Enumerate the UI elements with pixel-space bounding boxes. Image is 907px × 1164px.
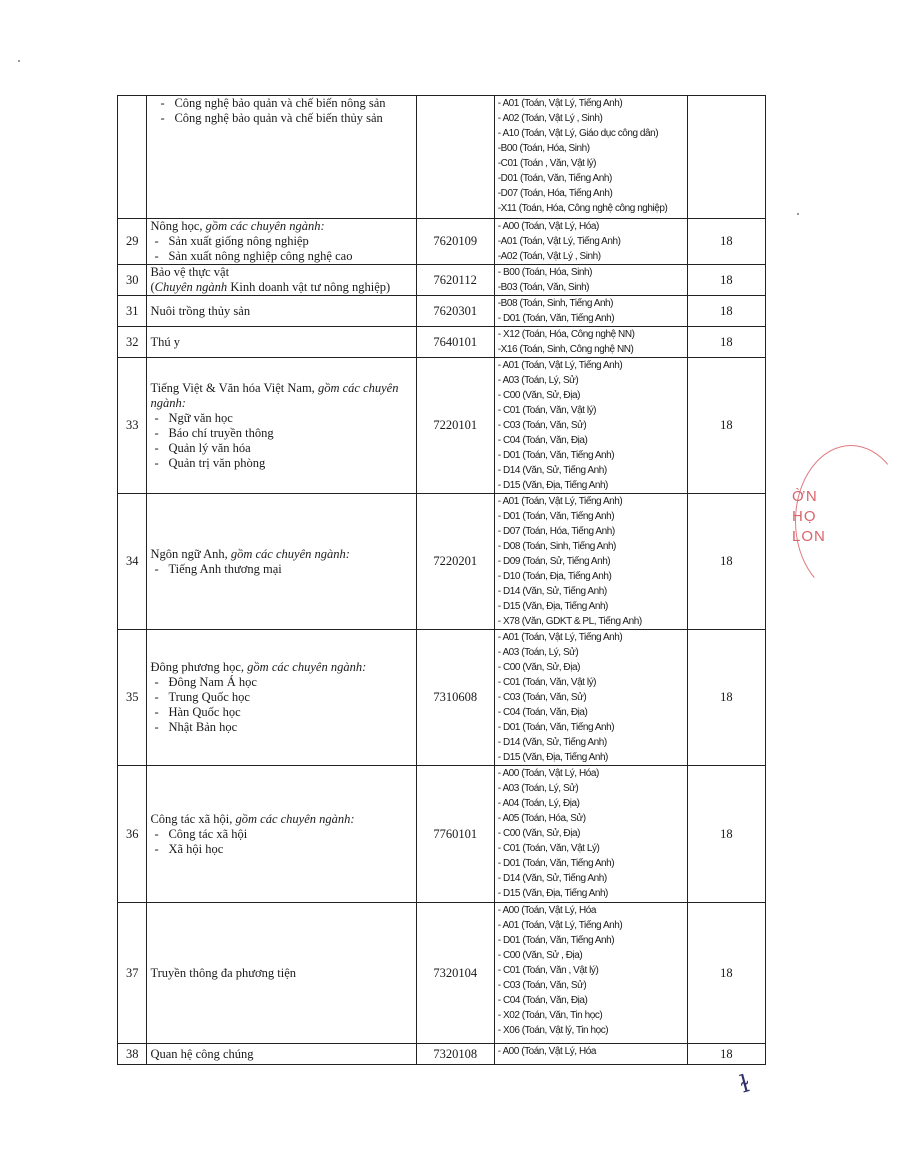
row-number: 36 xyxy=(118,766,147,903)
subject-combination: - A01 (Toán, Vật Lý, Tiếng Anh) xyxy=(497,496,623,507)
subject-combinations-cell xyxy=(494,219,687,265)
specialization-name: Quản trị văn phòng xyxy=(168,455,266,470)
subject-combination: - D01 (Toán, Văn, Tiếng Anh) xyxy=(497,935,615,946)
minimum-score: 18 xyxy=(687,766,765,903)
minimum-score: 18 xyxy=(687,296,765,327)
specialization-name: Quản lý văn hóa xyxy=(168,440,251,455)
subject-combination: - A03 (Toán, Lý, Sử) xyxy=(497,647,579,658)
program-code: 7220201 xyxy=(416,494,494,630)
row-number: 32 xyxy=(118,327,147,358)
subject-combination: - C03 (Toán, Văn, Sử) xyxy=(497,692,587,703)
program-name-cell xyxy=(147,494,416,630)
program-name: Nông học, xyxy=(150,219,206,233)
subject-combination: -B03 (Toán, Văn, Sinh) xyxy=(497,282,590,293)
subject-combination: - D14 (Văn, Sử, Tiếng Anh) xyxy=(497,737,607,748)
subject-combination: - A00 (Toán, Vật Lý, Hóa xyxy=(497,1046,596,1057)
specialization-item xyxy=(150,411,412,426)
program-name: Đông phương học, xyxy=(150,660,248,674)
table-row xyxy=(118,766,766,903)
table-row xyxy=(118,1044,766,1065)
program-name-line xyxy=(150,966,412,981)
specialization-item xyxy=(150,562,412,577)
program-code: 7620301 xyxy=(416,296,494,327)
bullet-dash: - xyxy=(154,249,159,263)
specialization-item xyxy=(150,720,412,735)
specialization-item xyxy=(150,705,412,720)
subject-combination: - A01 (Toán, Vật Lý, Tiếng Anh) xyxy=(497,920,623,931)
program-name: ( xyxy=(150,280,155,294)
subject-combination: - D15 (Văn, Địa, Tiếng Anh) xyxy=(497,888,608,899)
stamp-text-3: LON xyxy=(792,528,826,545)
program-name-line xyxy=(150,812,412,827)
subject-combination: - D09 (Toán, Sử, Tiếng Anh) xyxy=(497,556,611,567)
row-number: 33 xyxy=(118,358,147,494)
specialization-item xyxy=(150,111,412,126)
row-number: 34 xyxy=(118,494,147,630)
specialization-name: Hàn Quốc học xyxy=(168,705,241,719)
subject-combination: - D10 (Toán, Địa, Tiếng Anh) xyxy=(497,571,612,582)
bullet-dash: - xyxy=(154,841,159,856)
subject-combination: - A03 (Toán, Lý, Sử) xyxy=(497,375,579,386)
program-code: 7760101 xyxy=(416,766,494,903)
subject-combination: - A01 (Toán, Vật Lý, Tiếng Anh) xyxy=(497,632,623,643)
subject-combination: - D01 (Toán, Văn, Tiếng Anh) xyxy=(497,313,615,324)
specialization-name: Công tác xã hội xyxy=(168,826,248,841)
subject-combination: - D15 (Văn, Địa, Tiếng Anh) xyxy=(497,752,608,763)
subject-combination: - X78 (Văn, GDKT & PL, Tiếng Anh) xyxy=(497,616,642,627)
bullet-dash: - xyxy=(154,425,159,440)
subject-combination: - D01 (Toán, Văn, Tiếng Anh) xyxy=(497,722,615,733)
program-code xyxy=(416,96,494,219)
table-row xyxy=(118,494,766,630)
bullet-dash: - xyxy=(154,826,159,841)
subject-combination: -B08 (Toán, Sinh, Tiếng Anh) xyxy=(497,298,614,309)
specialization-item xyxy=(150,441,412,456)
program-name-line xyxy=(150,335,412,350)
program-name: Tiếng Việt & Văn hóa Việt Nam, xyxy=(150,380,318,395)
specialization-item xyxy=(150,690,412,705)
program-name: Nuôi trồng thủy sản xyxy=(150,303,251,318)
row-number: 31 xyxy=(118,296,147,327)
subject-combination: - A02 (Toán, Vật Lý , Sinh) xyxy=(497,113,603,124)
subject-combination: - D15 (Văn, Địa, Tiếng Anh) xyxy=(497,480,608,491)
minimum-score: 18 xyxy=(687,903,765,1044)
subject-combination: - A01 (Toán, Vật Lý, Tiếng Anh) xyxy=(497,360,623,371)
subject-combination: - C03 (Toán, Văn, Sử) xyxy=(497,420,587,431)
specialization-item xyxy=(150,456,412,471)
row-number: 30 xyxy=(118,265,147,296)
table-row xyxy=(118,296,766,327)
program-name-cell xyxy=(147,96,416,219)
program-name-cell xyxy=(147,219,416,265)
subject-combination: -D01 (Toán, Văn, Tiếng Anh) xyxy=(497,173,612,184)
subject-combination: - C03 (Toán, Văn, Sử) xyxy=(497,980,587,991)
row-number: 37 xyxy=(118,903,147,1044)
specialization-name: Sản xuất giống nông nghiệp xyxy=(168,234,309,248)
program-subtitle: gồm các chuyên ngành: xyxy=(235,811,355,826)
program-subtitle: Chuyên ngành xyxy=(154,280,228,294)
table-row xyxy=(118,96,766,219)
program-name-line xyxy=(150,304,412,319)
program-name-cell xyxy=(147,903,416,1044)
specialization-name: Xã hội học xyxy=(168,841,224,856)
specialization-item xyxy=(150,249,412,264)
table-row xyxy=(118,358,766,494)
subject-combination: -X16 (Toán, Sinh, Công nghệ NN) xyxy=(497,344,634,355)
program-subtitle: gồm các chuyên ngành: xyxy=(230,546,350,561)
program-name: Ngôn ngữ Anh, xyxy=(150,546,231,561)
subject-combination: - D14 (Văn, Sử, Tiếng Anh) xyxy=(497,586,607,597)
subject-combinations-cell xyxy=(494,265,687,296)
program-name: Thú y xyxy=(150,334,180,349)
subject-combination: - D01 (Toán, Văn, Tiếng Anh) xyxy=(497,858,615,869)
program-name-cell xyxy=(147,1044,416,1065)
specialization-name: Nhật Bản học xyxy=(168,720,238,734)
subject-combinations-cell xyxy=(494,903,687,1044)
specialization-name: Trung Quốc học xyxy=(168,690,250,704)
table-row xyxy=(118,630,766,766)
bullet-dash: - xyxy=(154,440,159,455)
program-name-line xyxy=(150,396,412,411)
minimum-score: 18 xyxy=(687,327,765,358)
subject-combination: - C00 (Văn, Sử, Địa) xyxy=(497,828,580,839)
program-name-line xyxy=(150,381,412,396)
stamp-text-1: ỜN xyxy=(792,488,818,505)
subject-combination: - A10 (Toán, Vật Lý, Giáo dục công dân) xyxy=(497,128,659,139)
subject-combination: -A02 (Toán, Vật Lý , Sinh) xyxy=(497,251,601,262)
specialization-name: Báo chí truyền thông xyxy=(168,425,274,440)
specialization-name: Tiếng Anh thương mại xyxy=(168,561,282,576)
program-name-cell xyxy=(147,358,416,494)
program-name-cell xyxy=(147,630,416,766)
program-code: 7320108 xyxy=(416,1044,494,1065)
program-name-line xyxy=(150,660,412,675)
scan-speck xyxy=(18,60,20,62)
subject-combination: - X02 (Toán, Văn, Tin học) xyxy=(497,1010,603,1021)
subject-combination: -D07 (Toán, Hóa, Tiếng Anh) xyxy=(497,188,613,199)
subject-combinations-cell xyxy=(494,296,687,327)
row-number: 29 xyxy=(118,219,147,265)
subject-combination: - D14 (Văn, Sử, Tiếng Anh) xyxy=(497,465,607,476)
stamp-text-2: HỌ xyxy=(792,508,817,525)
subject-combination: -C01 (Toán , Văn, Vật lý) xyxy=(497,158,597,169)
table-row xyxy=(118,327,766,358)
program-name-line xyxy=(150,280,412,295)
program-name: Công tác xã hội, xyxy=(150,811,236,826)
subject-combinations-cell xyxy=(494,766,687,903)
program-name-line xyxy=(150,265,412,280)
subject-combination: - A01 (Toán, Vật Lý, Tiếng Anh) xyxy=(497,98,623,109)
program-name: Bảo vệ thực vật xyxy=(150,265,230,279)
subject-combinations-cell xyxy=(494,358,687,494)
specialization-name: Công nghệ bảo quản và chế biến thủy sản xyxy=(174,111,383,125)
subject-combinations-cell xyxy=(494,630,687,766)
table-row xyxy=(118,219,766,265)
subject-combination: - C01 (Toán, Văn, Vật Lý) xyxy=(497,843,600,854)
row-number xyxy=(118,96,147,219)
specialization-name: Sản xuất nông nghiệp công nghệ cao xyxy=(168,249,353,263)
bullet-dash: - xyxy=(154,234,159,248)
bullet-dash: - xyxy=(154,720,159,734)
row-number: 38 xyxy=(118,1044,147,1065)
subject-combination: -X11 (Toán, Hóa, Công nghệ công nghiệp) xyxy=(497,203,668,214)
subject-combination: - A04 (Toán, Lý, Địa) xyxy=(497,798,580,809)
specialization-name: Đông Nam Á học xyxy=(168,675,257,689)
program-name: Quan hệ công chúng xyxy=(150,1046,254,1061)
subject-combination: - D01 (Toán, Văn, Tiếng Anh) xyxy=(497,511,615,522)
subject-combination: - C00 (Văn, Sử, Địa) xyxy=(497,662,580,673)
subject-combination: - D14 (Văn, Sử, Tiếng Anh) xyxy=(497,873,607,884)
subject-combination: -B00 (Toán, Hóa, Sinh) xyxy=(497,143,590,154)
program-code: 7620109 xyxy=(416,219,494,265)
table-row xyxy=(118,903,766,1044)
bullet-dash: - xyxy=(160,96,165,110)
minimum-score: 18 xyxy=(687,494,765,630)
table-row xyxy=(118,265,766,296)
red-stamp xyxy=(780,440,840,610)
program-name-line xyxy=(150,547,412,562)
minimum-score: 18 xyxy=(687,630,765,766)
subject-combinations-cell xyxy=(494,494,687,630)
subject-combination: - C04 (Toán, Văn, Địa) xyxy=(497,707,588,718)
program-subtitle: gồm các chuyên xyxy=(317,380,399,395)
subject-combination: - C01 (Toán, Văn, Vật lý) xyxy=(497,405,597,416)
subject-combination: - C04 (Toán, Văn, Địa) xyxy=(497,995,588,1006)
subject-combination: - A00 (Toán, Vật Lý, Hóa) xyxy=(497,768,599,779)
specialization-item xyxy=(150,842,412,857)
program-subtitle: ngành: xyxy=(150,395,186,410)
bullet-dash: - xyxy=(154,410,159,425)
program-name-cell xyxy=(147,296,416,327)
program-code: 7620112 xyxy=(416,265,494,296)
subject-combination: - C00 (Văn, Sử, Địa) xyxy=(497,390,580,401)
program-code: 7220101 xyxy=(416,358,494,494)
specialization-name: Công nghệ bảo quản và chế biến nông sản xyxy=(174,96,386,110)
subject-combination: -A01 (Toán, Vật Lý, Tiếng Anh) xyxy=(497,236,621,247)
specialization-item xyxy=(150,827,412,842)
subject-combination: - D01 (Toán, Văn, Tiếng Anh) xyxy=(497,450,615,461)
row-number: 35 xyxy=(118,630,147,766)
subject-combinations-cell xyxy=(494,1044,687,1065)
minimum-score: 18 xyxy=(687,219,765,265)
subject-combination: - C01 (Toán, Văn, Vật lý) xyxy=(497,677,597,688)
admission-table-body xyxy=(118,96,766,1065)
minimum-score: 18 xyxy=(687,358,765,494)
specialization-item xyxy=(150,426,412,441)
minimum-score: 18 xyxy=(687,1044,765,1065)
subject-combination: - A00 (Toán, Vật Lý, Hóa xyxy=(497,905,596,916)
bullet-dash: - xyxy=(154,455,159,470)
subject-combinations-cell xyxy=(494,96,687,219)
minimum-score xyxy=(687,96,765,219)
program-name: Truyền thông đa phương tiện xyxy=(150,965,297,980)
signature-mark: ɫ xyxy=(736,1069,753,1099)
subject-combination: - D07 (Toán, Hóa, Tiếng Anh) xyxy=(497,526,615,537)
program-name-cell xyxy=(147,327,416,358)
subject-combination: - D08 (Toán, Sinh, Tiếng Anh) xyxy=(497,541,616,552)
bullet-dash: - xyxy=(154,690,159,704)
program-name-cell xyxy=(147,766,416,903)
specialization-item xyxy=(150,96,412,111)
subject-combinations-cell xyxy=(494,327,687,358)
specialization-item xyxy=(150,234,412,249)
program-name-line xyxy=(150,1047,412,1062)
bullet-dash: - xyxy=(154,675,159,689)
admission-table xyxy=(117,95,766,1065)
subject-combination: - C01 (Toán, Văn , Vật lý) xyxy=(497,965,599,976)
program-subtitle: gồm các chuyên ngành: xyxy=(247,660,367,674)
subject-combination: - X12 (Toán, Hóa, Công nghệ NN) xyxy=(497,329,635,340)
program-name-line xyxy=(150,219,412,234)
specialization-name: Ngữ văn học xyxy=(168,410,233,425)
bullet-dash: - xyxy=(154,561,159,576)
specialization-item xyxy=(150,675,412,690)
bullet-dash: - xyxy=(160,111,165,125)
minimum-score: 18 xyxy=(687,265,765,296)
program-subtitle: gồm các chuyên ngành: xyxy=(205,219,325,233)
bullet-dash: - xyxy=(154,705,159,719)
scan-speck xyxy=(797,213,799,215)
program-name-tail: Kinh doanh vật tư nông nghiệp) xyxy=(227,280,391,294)
subject-combination: - D15 (Văn, Địa, Tiếng Anh) xyxy=(497,601,608,612)
program-code: 7640101 xyxy=(416,327,494,358)
subject-combination: - C04 (Toán, Văn, Địa) xyxy=(497,435,588,446)
subject-combination: - B00 (Toán, Hóa, Sinh) xyxy=(497,267,592,278)
subject-combination: - X06 (Toán, Vật lý, Tin học) xyxy=(497,1025,609,1036)
subject-combination: - A05 (Toán, Hóa, Sử) xyxy=(497,813,586,824)
program-name-cell xyxy=(147,265,416,296)
subject-combination: - C00 (Văn, Sử , Địa) xyxy=(497,950,583,961)
subject-combination: - A00 (Toán, Vật Lý, Hóa) xyxy=(497,221,599,232)
subject-combination: - A03 (Toán, Lý, Sử) xyxy=(497,783,579,794)
program-code: 7320104 xyxy=(416,903,494,1044)
program-code: 7310608 xyxy=(416,630,494,766)
